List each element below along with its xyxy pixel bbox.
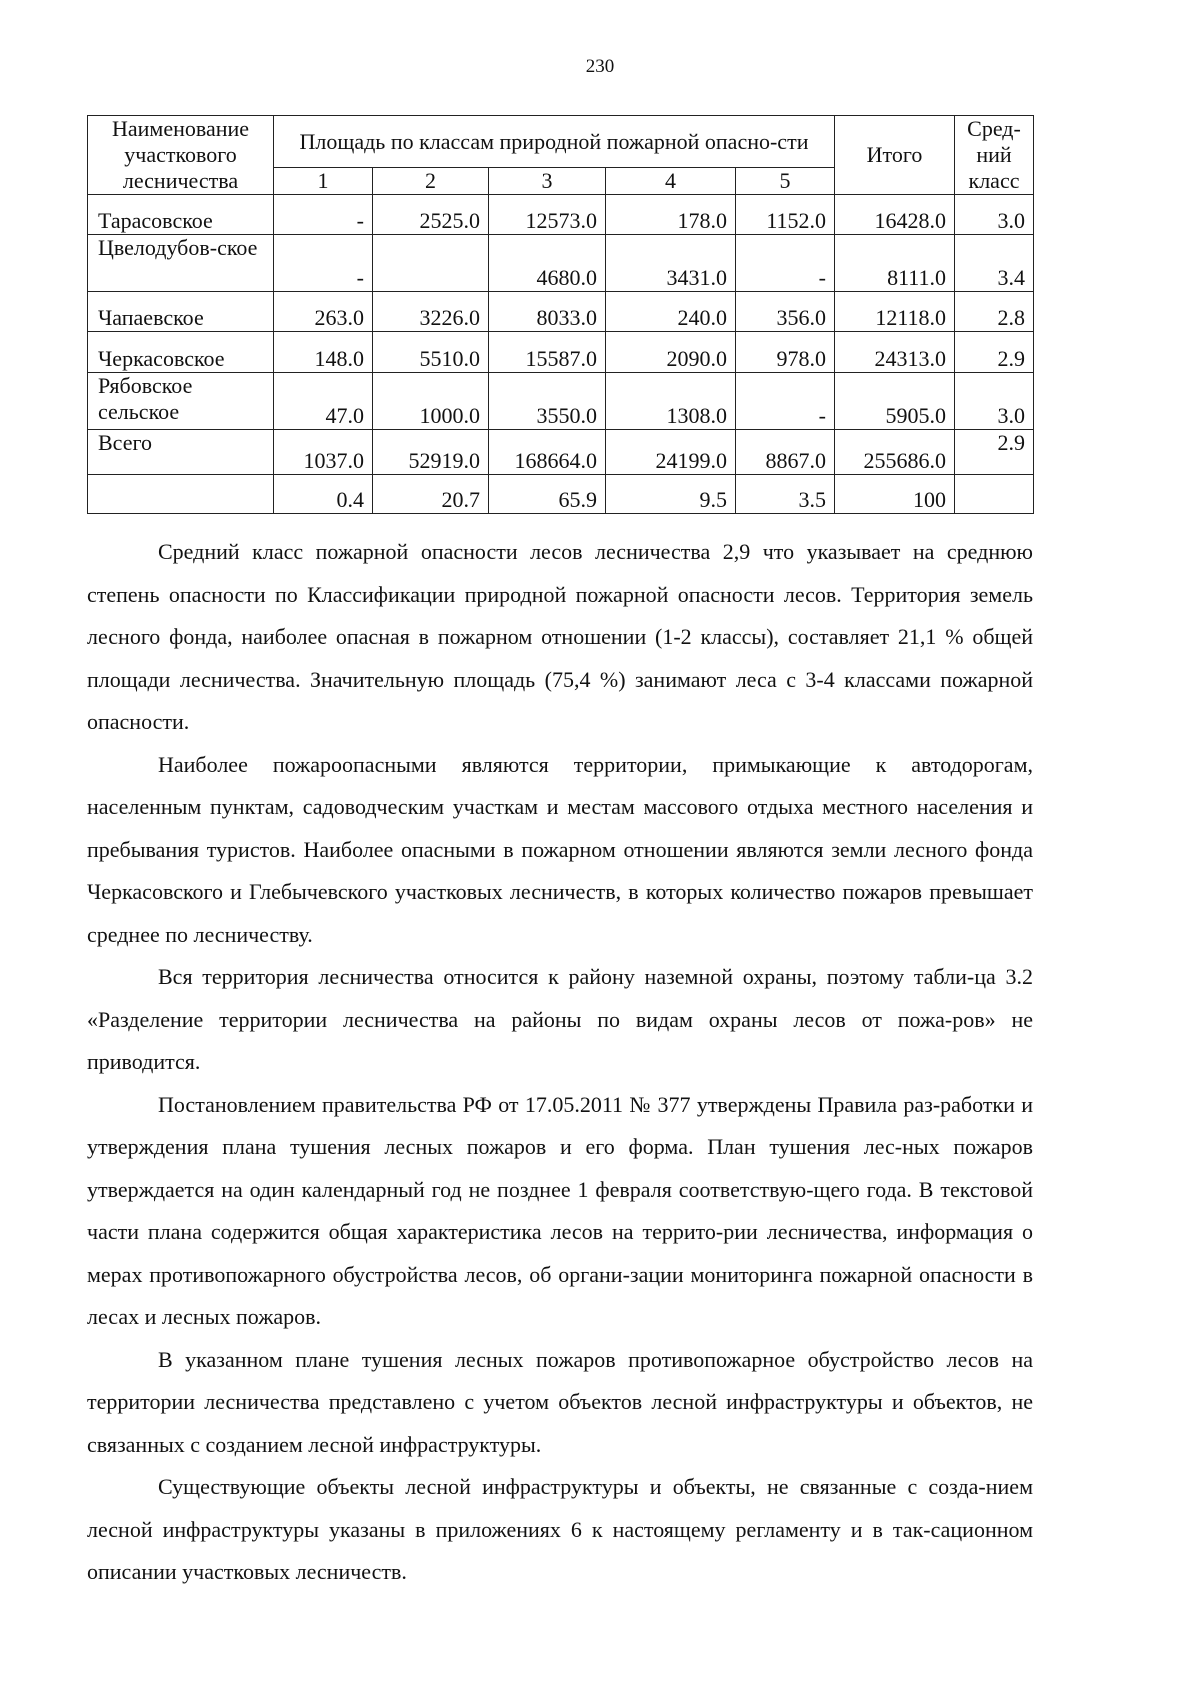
header-name: Наименование участкового лесничества — [88, 116, 274, 195]
cell-class-4: 3431.0 — [606, 235, 736, 292]
cell-class-3: 65.9 — [489, 475, 606, 514]
paragraph: В указанном плане тушения лесных пожаров противопожарное обустройство лесов на территории лесничества представлено с учетом объектов лесной инфраструктуры и объектов, не связанных с созданием лесной инфраструктуры. — [87, 1346, 1033, 1457]
cell-average: 3.0 — [955, 373, 1034, 430]
body-text — [87, 531, 1033, 1594]
table-row-percent — [88, 475, 1034, 514]
cell-class-4: 24199.0 — [606, 430, 736, 475]
header-class-3: 3 — [489, 168, 606, 195]
cell-class-4: 178.0 — [606, 195, 736, 235]
cell-class-4: 240.0 — [606, 292, 736, 332]
cell-class-1: - — [274, 195, 373, 235]
cell-class-3: 8033.0 — [489, 292, 606, 332]
cell-total: 255686.0 — [835, 430, 955, 475]
cell-class-2: 1000.0 — [373, 373, 489, 430]
cell-class-5: 8867.0 — [736, 430, 835, 475]
cell-class-5: 3.5 — [736, 475, 835, 514]
table-row — [88, 292, 1034, 332]
cell-average: 3.0 — [955, 195, 1034, 235]
paragraph: Постановлением правительства РФ от 17.05.2011 № 377 утверждены Правила раз-работки и утверждения плана тушения лесных пожаров и его форма. План тушения лес-ных пожаров утверждается на один календарный год не позднее 1 февраля соответствую-щего года. В текстовой части плана содержится общая характеристика лесов на террито-рии лесничества, информация о мерах противопожарного обустройства лесов, об органи-зации мониторинга пожарной опасности в лесах и лесных пожаров. — [87, 1091, 1033, 1329]
cell-class-3: 168664.0 — [489, 430, 606, 475]
header-total: Итого — [835, 116, 955, 195]
cell-total: 12118.0 — [835, 292, 955, 332]
row-name: Цвелодубов-ское — [88, 235, 274, 292]
cell-class-4: 9.5 — [606, 475, 736, 514]
row-name: Рябовское сельское — [88, 373, 274, 430]
cell-class-3: 15587.0 — [489, 332, 606, 373]
cell-total: 100 — [835, 475, 955, 514]
cell-average: 2.8 — [955, 292, 1034, 332]
header-class-4: 4 — [606, 168, 736, 195]
header-area-group: Площадь по классам природной пожарной опасно-сти — [274, 116, 835, 168]
table-row — [88, 373, 1034, 430]
cell-class-1: 148.0 — [274, 332, 373, 373]
row-name-empty — [88, 475, 274, 514]
cell-total: 8111.0 — [835, 235, 955, 292]
cell-class-1: 1037.0 — [274, 430, 373, 475]
cell-class-3: 3550.0 — [489, 373, 606, 430]
header-class-5: 5 — [736, 168, 835, 195]
cell-class-2: 3226.0 — [373, 292, 489, 332]
table-row — [88, 195, 1034, 235]
table-row-total — [88, 430, 1034, 475]
cell-class-2: 2525.0 — [373, 195, 489, 235]
header-average: Сред-ний класс — [955, 116, 1034, 195]
cell-class-2: 20.7 — [373, 475, 489, 514]
fire-hazard-table — [87, 115, 1034, 514]
cell-total: 24313.0 — [835, 332, 955, 373]
cell-class-1: 47.0 — [274, 373, 373, 430]
cell-class-2 — [373, 235, 489, 292]
cell-average: 2.9 — [955, 430, 1034, 475]
header-class-1: 1 — [274, 168, 373, 195]
cell-class-5: 356.0 — [736, 292, 835, 332]
paragraph: Существующие объекты лесной инфраструктуры и объекты, не связанные с созда-нием лесной инфраструктуры указаны в приложениях 6 к настоящему регламенту и в так-сационном описании участковых лесничеств. — [87, 1474, 1033, 1584]
cell-class-3: 12573.0 — [489, 195, 606, 235]
table-row — [88, 332, 1034, 373]
row-name: Всего — [88, 430, 274, 475]
header-class-2: 2 — [373, 168, 489, 195]
cell-class-1: - — [274, 235, 373, 292]
page-number: 230 — [585, 56, 615, 77]
row-name: Чапаевское — [88, 292, 274, 332]
cell-class-5: - — [736, 373, 835, 430]
cell-average: 3.4 — [955, 235, 1034, 292]
cell-average: 2.9 — [955, 332, 1034, 373]
cell-class-5: - — [736, 235, 835, 292]
cell-class-4: 1308.0 — [606, 373, 736, 430]
row-name: Черкасовское — [88, 332, 274, 373]
cell-class-2: 52919.0 — [373, 430, 489, 475]
cell-average-empty — [955, 475, 1034, 514]
cell-total: 5905.0 — [835, 373, 955, 430]
paragraph: Наиболее пожароопасными являются территории, примыкающие к автодорогам, населенным пунктам, садоводческим участкам и местам массового отдыха местного населения и пребывания туристов. Наиболее опасными в пожарном отношении являются земли лесного фонда Черкасовского и Глебычевского участковых лесничеств, в которых количество пожаров превышает среднее по лесничеству. — [87, 751, 1033, 947]
cell-class-1: 263.0 — [274, 292, 373, 332]
table-row — [88, 235, 1034, 292]
cell-class-5: 978.0 — [736, 332, 835, 373]
cell-class-2: 5510.0 — [373, 332, 489, 373]
cell-class-3: 4680.0 — [489, 235, 606, 292]
cell-class-1: 0.4 — [274, 475, 373, 514]
row-name: Тарасовское — [88, 195, 274, 235]
cell-total: 16428.0 — [835, 195, 955, 235]
paragraph: Средний класс пожарной опасности лесов лесничества 2,9 что указывает на среднюю степень опасности по Классификации природной пожарной опасности лесов. Территория земель лесного фонда, наиболее опасная в пожарном отношении (1-2 классы), составляет 21,1 % общей площади лесничества. Значительную площадь (75,4 %) занимают леса с 3-4 классами пожарной опасности. — [87, 539, 1033, 734]
cell-class-4: 2090.0 — [606, 332, 736, 373]
paragraph: Вся территория лесничества относится к району наземной охраны, поэтому табли-ца 3.2 «Разделение территории лесничества на районы по видам охраны лесов от пожа-ров» не приводится. — [87, 964, 1033, 1074]
cell-class-5: 1152.0 — [736, 195, 835, 235]
